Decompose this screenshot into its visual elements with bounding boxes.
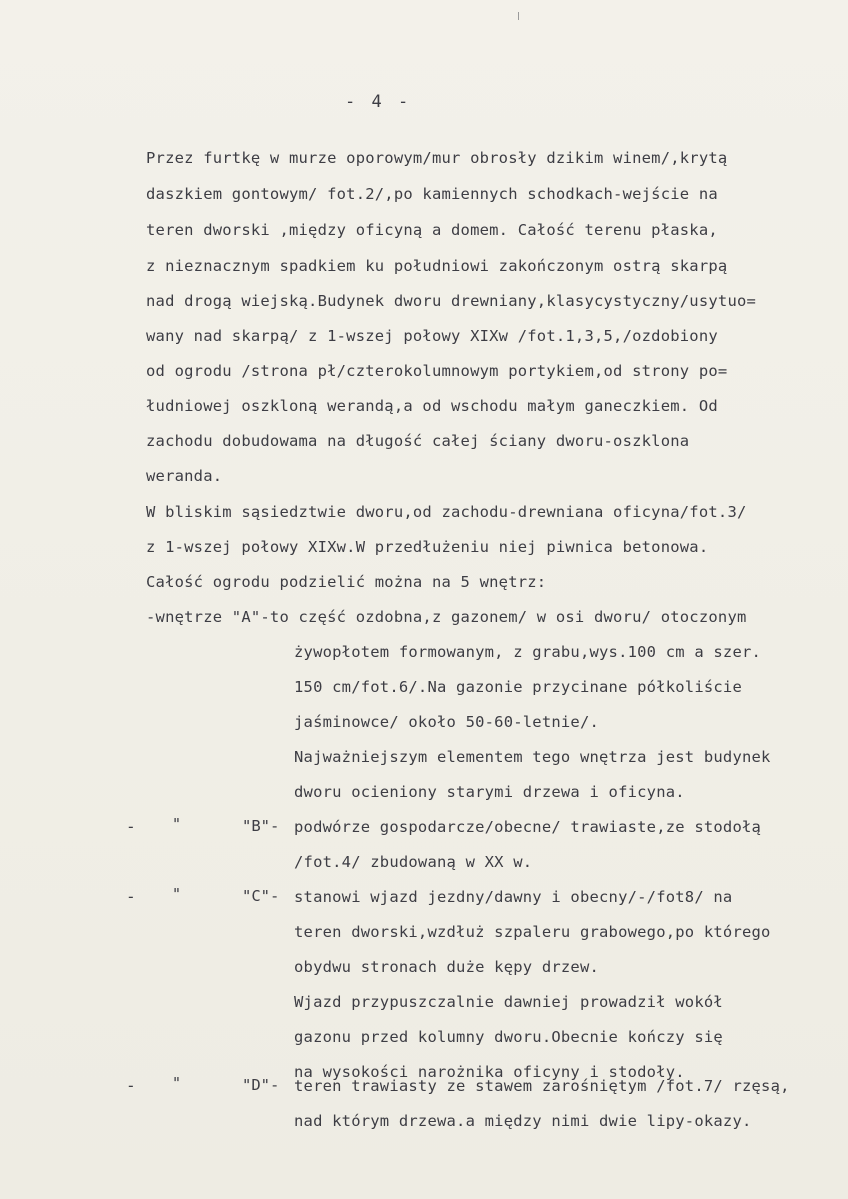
page-number: - 4 -	[345, 92, 412, 112]
section-d-label: "D"-	[242, 1076, 280, 1094]
section-c-ditto: "	[172, 885, 182, 903]
section-b-label: "B"-	[242, 817, 280, 835]
section-d-ditto: "	[172, 1074, 182, 1092]
section-a-line: dworu ocieniony starymi drzewa i oficyna.	[294, 783, 685, 801]
section-d-line: nad którym drzewa.a między nimi dwie lipy-okazy.	[294, 1112, 752, 1130]
section-b-dash: -	[126, 817, 136, 836]
text-line: z nieznacznym spadkiem ku południowi zakończonym ostrą skarpą	[146, 257, 728, 275]
text-line: od ogrodu /strona pł/czterokolumnowym portykiem,od strony po=	[146, 362, 728, 380]
text-line: weranda.	[146, 467, 223, 485]
section-a-line: Najważniejszym elementem tego wnętrza jest budynek	[294, 748, 771, 766]
section-c-line: teren dworski,wzdłuż szpaleru grabowego,po którego	[294, 923, 771, 941]
section-a-line: żywopłotem formowanym, z grabu,wys.100 cm a szer.	[294, 643, 762, 661]
text-line: Całość ogrodu podzielić można na 5 wnętrz:	[146, 573, 547, 591]
paper-mark	[518, 12, 519, 20]
section-c-label: "C"-	[242, 887, 280, 905]
text-line: z 1-wszej połowy XIXw.W przedłużeniu niej piwnica betonowa.	[146, 538, 709, 556]
section-a-lead: -wnętrze "A"-to część ozdobna,z gazonem/ w osi dworu/ otoczonym	[146, 608, 747, 626]
text-line: W bliskim sąsiedztwie dworu,od zachodu-drewniana oficyna/fot.3/	[146, 503, 747, 521]
section-c-line: na wysokości narożnika oficyny i stodoły.	[294, 1063, 685, 1081]
section-b-line: /fot.4/ zbudowaną w XX w.	[294, 853, 533, 871]
text-line: wany nad skarpą/ z 1-wszej połowy XIXw /fot.1,3,5,/ozdobiony	[146, 327, 718, 345]
section-a-line: 150 cm/fot.6/.Na gazonie przycinane półkoliście	[294, 678, 742, 696]
section-c-line: obydwu stronach duże kępy drzew.	[294, 958, 600, 976]
section-c-dash: -	[126, 887, 136, 906]
section-d-dash: -	[126, 1076, 136, 1095]
text-line: łudniowej oszkloną werandą,a od wschodu małym ganeczkiem. Od	[146, 397, 718, 415]
section-c-line: stanowi wjazd jezdny/dawny i obecny/-/fot8/ na	[294, 888, 733, 906]
section-b-line: podwórze gospodarcze/obecne/ trawiaste,ze stodołą	[294, 818, 762, 836]
section-c-line: gazonu przed kolumny dworu.Obecnie kończy się	[294, 1028, 723, 1046]
section-b-ditto: "	[172, 815, 182, 833]
section-d-line: teren trawiasty ze stawem zarośniętym /fot.7/ rzęsą,	[294, 1077, 790, 1095]
text-line: Przez furtkę w murze oporowym/mur obrosły dzikim winem/,krytą	[146, 149, 728, 167]
text-line: teren dworski ,między oficyną a domem. Całość terenu płaska,	[146, 221, 718, 239]
text-line: nad drogą wiejską.Budynek dworu drewniany,klasycystyczny/usytuo=	[146, 292, 757, 310]
text-line: zachodu dobudowama na długość całej ściany dworu-oszklona	[146, 432, 690, 450]
section-c-line: Wjazd przypuszczalnie dawniej prowadził wokół	[294, 993, 723, 1011]
text-line: daszkiem gontowym/ fot.2/,po kamiennych schodkach-wejście na	[146, 185, 718, 203]
section-a-line: jaśminowce/ około 50-60-letnie/.	[294, 713, 600, 731]
